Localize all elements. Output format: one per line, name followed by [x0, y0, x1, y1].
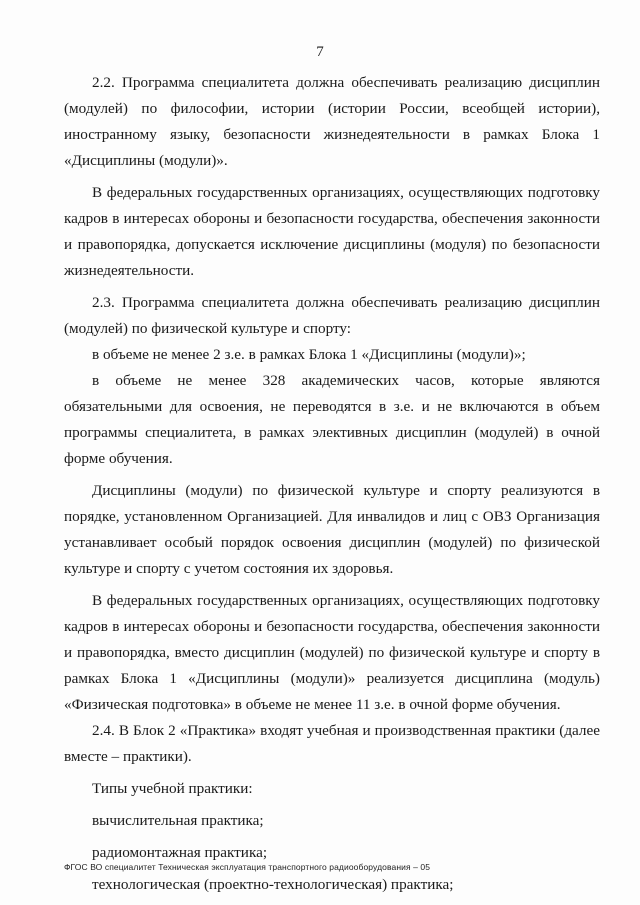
practice-types-heading: Типы учебной практики:	[92, 780, 253, 797]
paragraph-2-2: 2.2. Программа специалитета должна обеспечивать реализацию дисциплин (модулей) по философии, истории (истории России, всеобщей истории), иностранному языку, безопасности жизнедеятельности в рамках Блока 1 «Дисциплины (модули)».	[64, 74, 600, 169]
paragraph-sport-disciplines: Дисциплины (модули) по физической культуре и спорту реализуются в порядке, установленном Организацией. Для инвалидов и лиц с ОВЗ Организация устанавливает особый порядок освоения дисциплин (модулей) по физической культуре и спорту с учетом состояния их здоровья.	[64, 482, 600, 577]
practice-type-item: технологическая (проектно-технологическая) практика;	[92, 876, 454, 893]
paragraph-2-3: 2.3. Программа специалитета должна обеспечивать реализацию дисциплин (модулей) по физической культуре и спорту:	[64, 294, 600, 337]
practice-type-item: радиомонтажная практика;	[92, 844, 268, 861]
page-footer: ФГОС ВО специалитет Техническая эксплуатация транспортного радиооборудования – 05	[64, 862, 431, 872]
document-body	[64, 70, 600, 898]
practice-type-item: вычислительная практика;	[92, 812, 264, 829]
list-item-328-hours: в объеме не менее 328 академических часов, которые являются обязательными для освоения, не переводятся в з.е. и не включаются в объем программы специалитета, в рамках элективных дисциплин (модулей) в очной форме обучения.	[64, 372, 600, 467]
paragraph-2-4: 2.4. В Блок 2 «Практика» входят учебная и производственная практики (далее вместе – практики).	[64, 722, 600, 765]
list-item-2-ze: в объеме не менее 2 з.е. в рамках Блока 1 «Дисциплины (модули)»;	[92, 346, 526, 363]
paragraph-federal-exception-bzh: В федеральных государственных организациях, осуществляющих подготовку кадров в интересах обороны и безопасности государства, обеспечения законности и правопорядка, допускается исключение дисциплины (модуля) по безопасности жизнедеятельности.	[64, 184, 600, 279]
page-number: 7	[316, 44, 324, 60]
paragraph-federal-physical-training: В федеральных государственных организациях, осуществляющих подготовку кадров в интересах обороны и безопасности государства, обеспечения законности и правопорядка, вместо дисциплин (модулей) по физической культуре и спорту в рамках Блока 1 «Дисциплины (модули)» реализуется дисциплина (модуль) «Физическая подготовка» в объеме не менее 11 з.е. в очной форме обучения.	[64, 592, 600, 713]
